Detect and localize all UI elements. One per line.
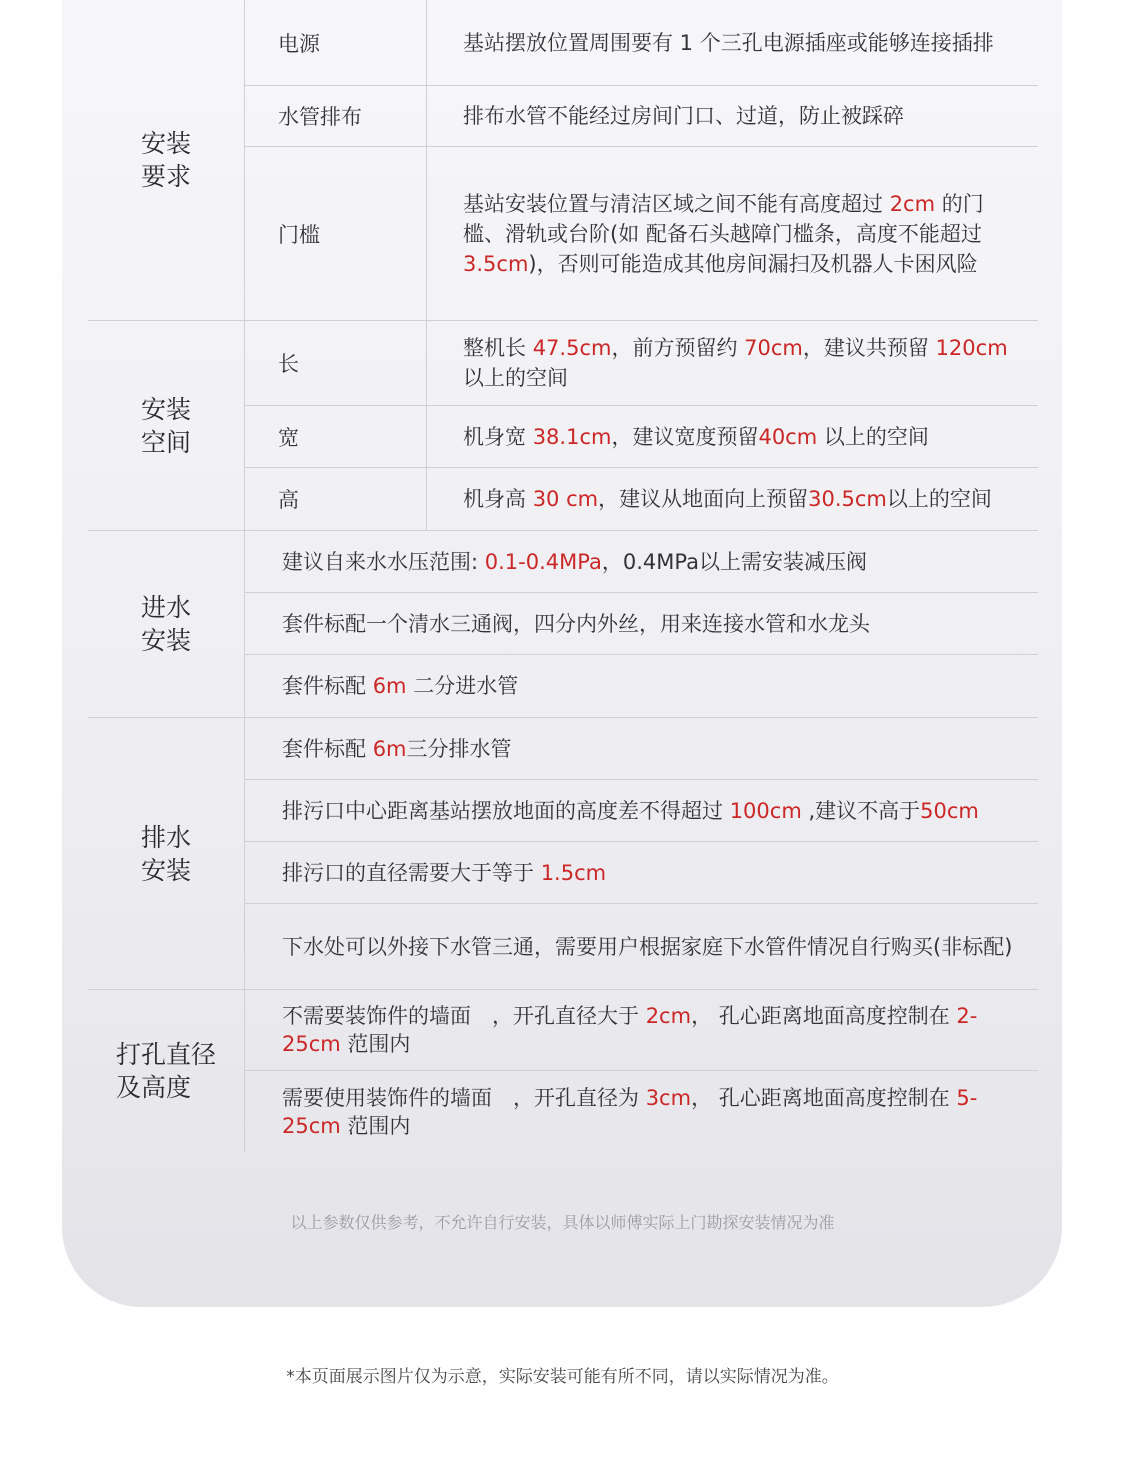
desc-text: 排污口的直径需要大于等于 xyxy=(282,860,541,885)
group-drainage xyxy=(88,718,1038,990)
highlight-value: 2cm xyxy=(645,1004,692,1028)
row-desc xyxy=(245,842,1038,903)
highlight-value: 30 cm xyxy=(532,487,599,511)
table-row xyxy=(245,780,1038,842)
install-spec-table xyxy=(88,0,1038,1152)
table-row xyxy=(245,718,1038,780)
table-row xyxy=(245,990,1038,1071)
desc-text: 以上的空间 xyxy=(463,366,568,390)
desc-text: 下水处可以外接下水管三通，需要用户根据家庭下水管件情况自行购买(非标配) xyxy=(282,934,1013,959)
desc-text: 不需要装饰件的墙面 ，开孔直径大于 xyxy=(282,1004,646,1028)
highlight-value: 50cm xyxy=(920,798,979,823)
row-label: 宽 xyxy=(245,406,427,467)
highlight-value: 30.5cm xyxy=(808,487,887,511)
group-drilling xyxy=(88,990,1038,1152)
row-label: 电源 xyxy=(245,0,427,85)
category-label: 安装 空间 xyxy=(88,321,245,530)
row-desc-text xyxy=(282,1002,1024,1058)
row-desc-text xyxy=(282,859,606,887)
desc-text: )，否则可能造成其他房间漏扫及机器人卡困风险 xyxy=(528,251,978,276)
desc-text: 排污口中心距离基站摆放地面的高度差不得超过 xyxy=(282,798,730,823)
highlight-value: 70cm xyxy=(744,336,803,360)
row-desc xyxy=(245,593,1038,654)
footer-disclaimer: *本页面展示图片仅为示意，实际安装可能有所不同，请以实际情况为准。 xyxy=(286,1367,839,1387)
category-label: 排水 安装 xyxy=(88,718,245,989)
row-desc-text xyxy=(463,484,992,514)
row-desc-text xyxy=(463,101,904,131)
row-desc-text xyxy=(282,735,512,763)
highlight-value: 2-25cm xyxy=(282,1004,978,1056)
row-desc-text xyxy=(282,672,518,700)
row-desc xyxy=(245,531,1038,592)
desc-text: 以上的空间 xyxy=(817,424,929,449)
desc-text: 建议自来水水压范围: xyxy=(282,549,485,574)
table-row xyxy=(245,655,1038,717)
table-row xyxy=(245,904,1038,989)
category-label: 进水 安装 xyxy=(88,531,245,717)
row-desc xyxy=(427,0,1038,85)
highlight-value: 0.1-0.4MPa xyxy=(484,549,602,574)
row-desc xyxy=(245,904,1038,989)
desc-text: ，前方预留约 xyxy=(611,336,745,360)
row-desc-text xyxy=(282,933,1012,961)
row-desc-text xyxy=(282,1084,1024,1140)
table-row xyxy=(245,1071,1038,1152)
highlight-value: 3.5cm xyxy=(463,251,529,276)
desc-text: 以上的空间 xyxy=(886,487,992,511)
row-desc-text xyxy=(282,610,870,638)
desc-text: ，建议从地面向上预留 xyxy=(598,487,809,511)
table-row xyxy=(245,0,1038,86)
table-row xyxy=(245,406,1038,468)
desc-text: ,建议不高于 xyxy=(801,798,921,823)
row-desc xyxy=(427,406,1038,467)
row-desc-text xyxy=(463,189,1024,279)
row-desc xyxy=(245,1071,1038,1152)
desc-text: ，建议宽度预留 xyxy=(611,424,759,449)
row-desc xyxy=(245,990,1038,1070)
reference-note: 以上参数仅供参考，不允许自行安装，具体以师傅实际上门勘探安装情况为准 xyxy=(290,1213,835,1232)
desc-text: 套件标配 xyxy=(282,674,373,698)
group-install-space xyxy=(88,321,1038,531)
group-install-requirements xyxy=(88,0,1038,321)
row-label: 水管排布 xyxy=(245,86,427,146)
table-row xyxy=(245,531,1038,593)
row-label: 高 xyxy=(245,468,427,530)
row-desc xyxy=(427,86,1038,146)
row-desc xyxy=(427,147,1038,320)
highlight-value: 6m xyxy=(372,736,407,761)
table-row xyxy=(245,842,1038,904)
row-desc xyxy=(427,468,1038,530)
table-row xyxy=(245,86,1038,147)
row-desc-text xyxy=(282,548,867,576)
highlight-value: 5-25cm xyxy=(282,1085,978,1138)
table-row xyxy=(245,593,1038,655)
desc-text: 范围内 xyxy=(340,1032,411,1056)
desc-text: ，建议共预留 xyxy=(802,336,936,360)
group-water-inlet xyxy=(88,531,1038,718)
table-row xyxy=(245,468,1038,530)
row-desc xyxy=(245,780,1038,841)
category-label: 打孔直径 及高度 xyxy=(88,990,245,1152)
highlight-value: 100cm xyxy=(729,798,802,823)
highlight-value: 47.5cm xyxy=(532,336,612,360)
desc-text: 套件标配 xyxy=(282,736,373,761)
highlight-value: 2cm xyxy=(889,191,936,216)
highlight-value: 120cm xyxy=(935,336,1008,360)
desc-text: 机身高 xyxy=(463,487,533,511)
table-row xyxy=(245,321,1038,406)
desc-text: ，0.4MPa以上需安装减压阀 xyxy=(601,549,867,574)
category-label: 安装 要求 xyxy=(88,0,245,320)
row-desc-text xyxy=(463,28,994,58)
row-label: 门槛 xyxy=(245,147,427,320)
desc-text: 基站安装位置与清洁区域之间不能有高度超过 xyxy=(463,191,890,216)
row-desc xyxy=(427,321,1038,405)
desc-text: 机身宽 xyxy=(463,424,533,449)
desc-text: 需要使用装饰件的墙面 ，开孔直径为 xyxy=(282,1085,646,1110)
highlight-value: 6m xyxy=(372,674,407,698)
row-desc-text xyxy=(282,797,979,825)
desc-text: 套件标配一个清水三通阀，四分内外丝，用来连接水管和水龙头 xyxy=(282,611,870,636)
desc-text: 基站摆放位置周围要有 1 个三孔电源插座或能够连接插排 xyxy=(463,30,994,55)
row-desc-text xyxy=(463,333,1024,393)
highlight-value: 1.5cm xyxy=(540,860,607,885)
desc-text: ， 孔心距离地面高度控制在 xyxy=(691,1085,957,1110)
desc-text: 的门槛、滑轨或台阶(如 配备石头越障门槛条，高度不能超过 xyxy=(463,191,984,246)
table-row xyxy=(245,147,1038,320)
desc-text: 整机长 xyxy=(463,336,533,360)
row-label: 长 xyxy=(245,321,427,405)
desc-text: 二分进水管 xyxy=(406,674,519,698)
highlight-value: 40cm xyxy=(758,424,818,449)
row-desc xyxy=(245,655,1038,717)
desc-text: ， 孔心距离地面高度控制在 xyxy=(691,1004,957,1028)
desc-text: 三分排水管 xyxy=(406,736,512,761)
desc-text: 范围内 xyxy=(340,1113,411,1138)
highlight-value: 38.1cm xyxy=(532,424,612,449)
row-desc xyxy=(245,718,1038,779)
highlight-value: 3cm xyxy=(645,1085,692,1110)
desc-text: 排布水管不能经过房间门口、过道，防止被踩碎 xyxy=(463,104,904,128)
row-desc-text xyxy=(463,422,929,452)
